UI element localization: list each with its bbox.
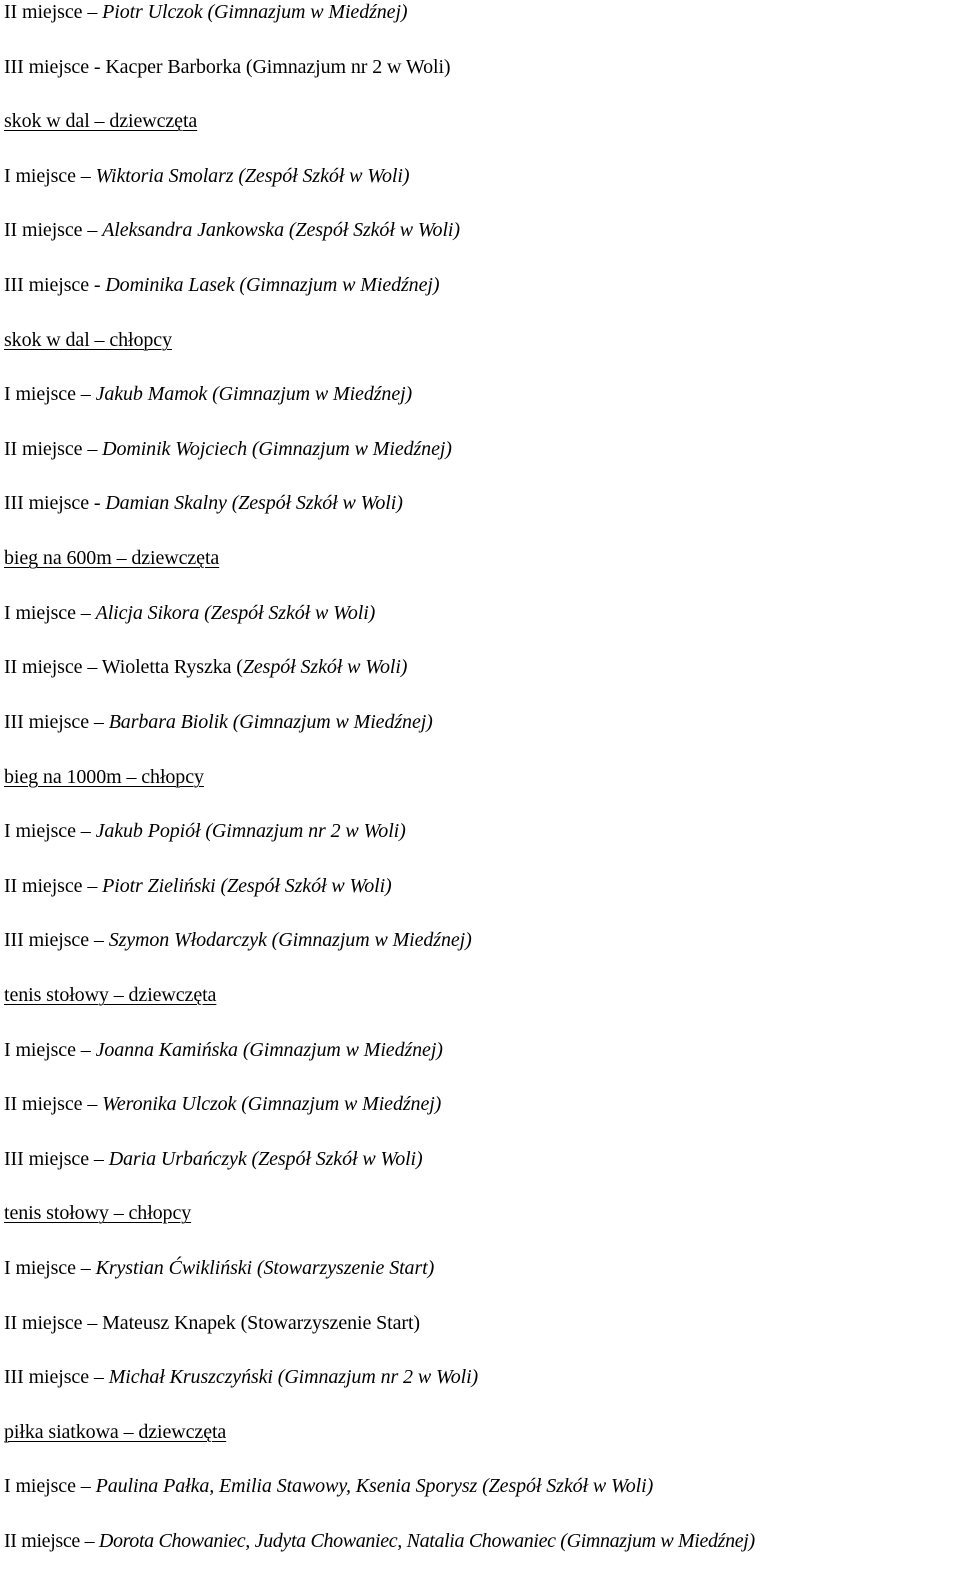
result-entry: Jakub Mamok (Gimnazjum w Miedźnej) xyxy=(95,383,413,406)
result-entry: Krystian Ćwikliński (Stowarzyszenie Start) xyxy=(95,1257,435,1280)
place-label: III miejsce xyxy=(4,274,89,297)
separator: – xyxy=(80,164,91,187)
separator: - xyxy=(93,55,101,78)
event-heading: tenis stołowy – dziewczęta xyxy=(4,983,217,1006)
separator: – xyxy=(87,1311,98,1334)
result-line xyxy=(4,488,960,543)
place-label: I miejsce xyxy=(4,1475,76,1498)
separator: – xyxy=(80,1257,91,1280)
place-label: III miejsce xyxy=(4,492,89,515)
result-entry: Weronika Ulczok (Gimnazjum w Miedźnej) xyxy=(102,1093,442,1116)
place-label: II miejsce xyxy=(4,656,83,679)
place-label: I miejsce xyxy=(4,1257,76,1280)
result-entry-name: Wioletta Ryszka ( xyxy=(101,656,243,679)
results-document xyxy=(4,0,960,1581)
separator: – xyxy=(87,437,98,460)
place-label: II miejsce xyxy=(4,1530,80,1553)
event-heading: tenis stołowy – chłopcy xyxy=(4,1202,192,1225)
result-line xyxy=(4,52,960,107)
result-line xyxy=(4,1526,960,1581)
result-entry: Dominika Lasek (Gimnazjum w Miedźnej) xyxy=(105,274,440,297)
place-label: I miejsce xyxy=(4,164,76,187)
result-entry: Piotr Ulczok (Gimnazjum w Miedźnej) xyxy=(102,1,408,23)
result-line xyxy=(4,1308,960,1363)
result-entry: Alicja Sikora (Zespół Szkół w Woli) xyxy=(95,601,376,624)
result-line xyxy=(4,598,960,653)
separator: – xyxy=(87,874,98,897)
separator: – xyxy=(80,1475,91,1498)
separator: – xyxy=(80,383,91,406)
separator: – xyxy=(87,1093,98,1116)
place-label: I miejsce xyxy=(4,601,76,624)
place-label: II miejsce xyxy=(4,874,83,897)
result-entry-school: Zespół Szkół w Woli) xyxy=(242,656,408,679)
result-line xyxy=(4,1471,960,1526)
result-line xyxy=(4,1144,960,1199)
result-line xyxy=(4,1035,960,1090)
result-line xyxy=(4,1362,960,1417)
result-entry: Aleksandra Jankowska (Zespół Szkół w Woli) xyxy=(102,219,460,242)
event-heading: piłka siatkowa – dziewczęta xyxy=(4,1420,227,1443)
result-entry: Paulina Pałka, Emilia Stawowy, Ksenia Sporysz (Zespół Szkół w Woli) xyxy=(95,1475,654,1498)
place-label: III miejsce xyxy=(4,929,89,952)
result-line xyxy=(4,652,960,707)
result-entry: Dorota Chowaniec, Judyta Chowaniec, Natalia Chowaniec (Gimnazjum w Miedźnej) xyxy=(98,1530,755,1553)
place-label: II miejsce xyxy=(4,1311,83,1334)
result-entry: Szymon Włodarczyk (Gimnazjum w Miedźnej) xyxy=(108,929,472,952)
place-label: III miejsce xyxy=(4,55,89,78)
separator: – xyxy=(93,1366,104,1389)
result-line xyxy=(4,1089,960,1144)
separator: – xyxy=(93,1147,104,1170)
separator: – xyxy=(80,601,91,624)
place-label: I miejsce xyxy=(4,1038,76,1061)
place-label: I miejsce xyxy=(4,383,76,406)
separator: – xyxy=(87,1,98,23)
result-line xyxy=(4,270,960,325)
result-line xyxy=(4,707,960,762)
result-entry: Damian Skalny (Zespół Szkół w Woli) xyxy=(105,492,403,515)
separator: – xyxy=(93,929,104,952)
place-label: II miejsce xyxy=(4,1093,83,1116)
result-line xyxy=(4,816,960,871)
result-line xyxy=(4,0,960,52)
result-line xyxy=(4,379,960,434)
result-entry: Kacper Barborka (Gimnazjum nr 2 w Woli) xyxy=(105,55,451,78)
place-label: II miejsce xyxy=(4,437,83,460)
result-line xyxy=(4,871,960,926)
separator: – xyxy=(87,219,98,242)
event-heading: skok w dal – dziewczęta xyxy=(4,110,198,133)
separator: - xyxy=(93,492,101,515)
separator: - xyxy=(93,274,101,297)
separator: – xyxy=(93,710,104,733)
result-line xyxy=(4,161,960,216)
result-entry: Daria Urbańczyk (Zespół Szkół w Woli) xyxy=(108,1147,423,1170)
place-label: III miejsce xyxy=(4,710,89,733)
place-label: I miejsce xyxy=(4,820,76,843)
separator: – xyxy=(80,820,91,843)
result-entry: Michał Kruszczyński (Gimnazjum nr 2 w Woli) xyxy=(108,1366,479,1389)
event-heading: bieg na 600m – dziewczęta xyxy=(4,547,220,570)
place-label: II miejsce xyxy=(4,1,83,23)
event-heading: skok w dal – chłopcy xyxy=(4,328,172,351)
result-entry: Dominik Wojciech (Gimnazjum w Miedźnej) xyxy=(102,437,452,460)
place-label: III miejsce xyxy=(4,1366,89,1389)
place-label: II miejsce xyxy=(4,219,83,242)
result-line xyxy=(4,925,960,980)
result-entry: Jakub Popiół (Gimnazjum nr 2 w Woli) xyxy=(95,820,406,843)
result-entry: Barbara Biolik (Gimnazjum w Miedźnej) xyxy=(108,710,433,733)
result-line xyxy=(4,1253,960,1308)
event-heading: bieg na 1000m – chłopcy xyxy=(4,765,204,788)
result-entry: Joanna Kamińska (Gimnazjum w Miedźnej) xyxy=(95,1038,443,1061)
place-label: III miejsce xyxy=(4,1147,89,1170)
result-line xyxy=(4,434,960,489)
result-entry: Piotr Zieliński (Zespół Szkół w Woli) xyxy=(102,874,392,897)
separator: – xyxy=(80,1038,91,1061)
separator: – xyxy=(87,656,98,679)
separator: – xyxy=(84,1530,95,1553)
result-entry: Wiktoria Smolarz (Zespół Szkół w Woli) xyxy=(95,164,410,187)
result-entry: Mateusz Knapek (Stowarzyszenie Start) xyxy=(102,1311,420,1334)
result-line xyxy=(4,215,960,270)
